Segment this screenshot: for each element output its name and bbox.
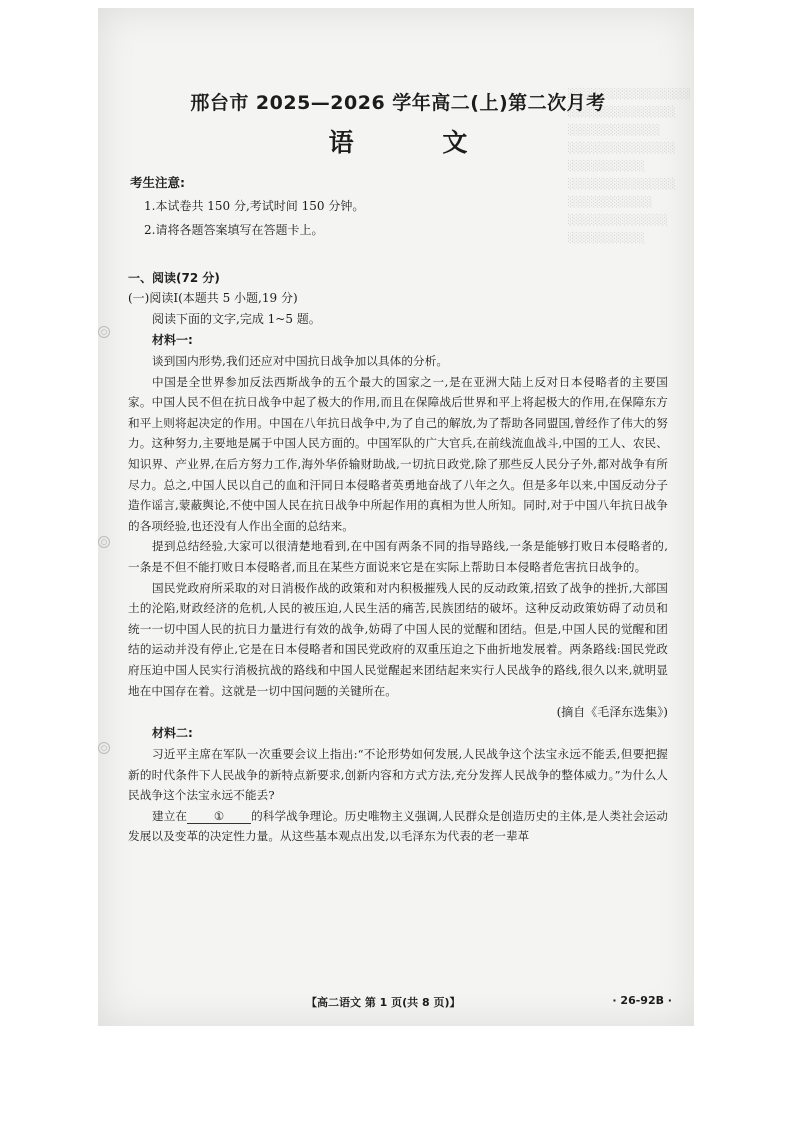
binding-hole-icon: ○ — [98, 742, 110, 754]
paragraph: 提到总结经验,大家可以很清楚地看到,在中国有两条不同的指导路线,一条是能够打败日本侵略者的,一条是不但不能打败日本侵略者,而且在某些方面说来它是在实际上帮助日本侵略者危害抗日战争的。 — [128, 539, 668, 574]
fill-blank: ① — [187, 809, 251, 824]
notice-title: 考生注意: — [130, 175, 185, 190]
notice-item: 1.本试卷共 150 分,考试时间 150 分钟。 — [144, 199, 365, 213]
section-title: 一、阅读(72 分) — [128, 271, 220, 285]
paragraph: 国民党政府所采取的对日消极作战的政策和对内积极摧残人民的反动政策,招致了战争的挫折,大部国土的沦陷,财政经济的危机,人民的被压迫,人民生活的痛苦,民族团结的破坏。这种反动政策妨碍了动员和统一一切中国人民的抗日力量进行有效的战争,妨碍了中国人民的觉醒和团结。但是,中国人民的觉醒和团结的运动并没有停止,它是在日本侵略者和国民党政府的双重压迫之下曲折地发展着。两条路线:国民党政府压迫中国人民实行消极抗战的路线和中国人民觉醒起来团结起来实行人民战争的路线,很久以来,就明显地在中国存在着。这就是一切中国问题的关键所在。 — [128, 580, 668, 698]
material-one-label: 材料一: — [152, 333, 193, 347]
notice-block — [130, 173, 668, 239]
notice-item: 2.请将各题答案填写在答题卡上。 — [144, 223, 324, 237]
binding-hole-icon: ○ — [98, 326, 110, 338]
subsection-title: (一)阅读Ⅰ(本题共 5 小题,19 分) — [128, 291, 298, 305]
subject-title: 语 文 — [328, 128, 508, 157]
binding-hole-icon: ○ — [98, 536, 110, 548]
instruction: 阅读下面的文字,完成 1~5 题。 — [152, 312, 321, 326]
page-number: 【高二语文 第 1 页(共 8 页)】 — [306, 996, 461, 1009]
text-after-blank: 的科学战争理论。历史唯物主义强调,人民群众是创造历史的主体,是人类社会运动发展以及变革的决定性力量。从这些基本观点出发,以毛泽东为代表的老一辈革 — [128, 808, 668, 844]
exam-code: · 26-92B · — [612, 994, 672, 1007]
text-before-blank: 建立在 — [152, 808, 188, 823]
source-citation: (摘自《毛泽东选集》) — [556, 705, 668, 720]
bleed-through-text: ░░░░░░░░░░░░░░░░ ░░░░░░░░░░░░░░ ░░░░░░░░░░░░ ░░░░░░░░░░░░░░ ░░░░░░░░░░ ░░░░░░░░░░░░░░ ░░░░░░░░░░░ ░░░░░░░░░░░░░ ░░░░░░░░░░ — [568, 89, 692, 244]
exam-page — [98, 8, 694, 1026]
paragraph — [128, 806, 668, 847]
exam-title: 邢台市 2025—2026 学年高二(上)第二次月考 — [190, 92, 606, 114]
paragraph: 谈到国内形势,我们还应对中国抗日战争加以具体的分析。 — [152, 354, 449, 368]
paragraph: 中国是全世界参加反法西斯战争的五个最大的国家之一,是在亚洲大陆上反对日本侵略者的主要国家。中国人民不但在抗日战争中起了极大的作用,而且在保障战后世界和平上将起极大的作用,在保障东方和平上则将起决定的作用。中国在八年抗日战争中,为了自己的解放,为了帮助各同盟国,曾经作了伟大的努力。这种努力,主要地是属于中国人民方面的。中国军队的广大官兵,在前线流血战斗,中国的工人、农民、知识界、产业界,在后方努力工作,海外华侨输财助战,一切抗日政党,除了那些反人民分子外,都对战争有所尽力。总之,中国人民以自己的血和汗同日本侵略者英勇地奋战了八年之久。但是多年以来,中国反动分子造作谣言,蒙蔽舆论,不使中国人民在抗日战争中所起作用的真相为世人所知。同时,对于中国八年抗日战争的各项经验,也还没有人作出全面的总结来。 — [128, 374, 668, 533]
page-content — [128, 88, 668, 847]
material-two-label: 材料二: — [152, 726, 193, 741]
paragraph: 习近平主席在军队一次重要会议上指出:“不论形势如何发展,人民战争这个法宝永远不能丢,但要把握新的时代条件下人民战争的新特点新要求,创新内容和方式方法,充分发挥人民战争的整体威力。”为什么人民战争这个法宝永远不能丢? — [128, 747, 668, 803]
